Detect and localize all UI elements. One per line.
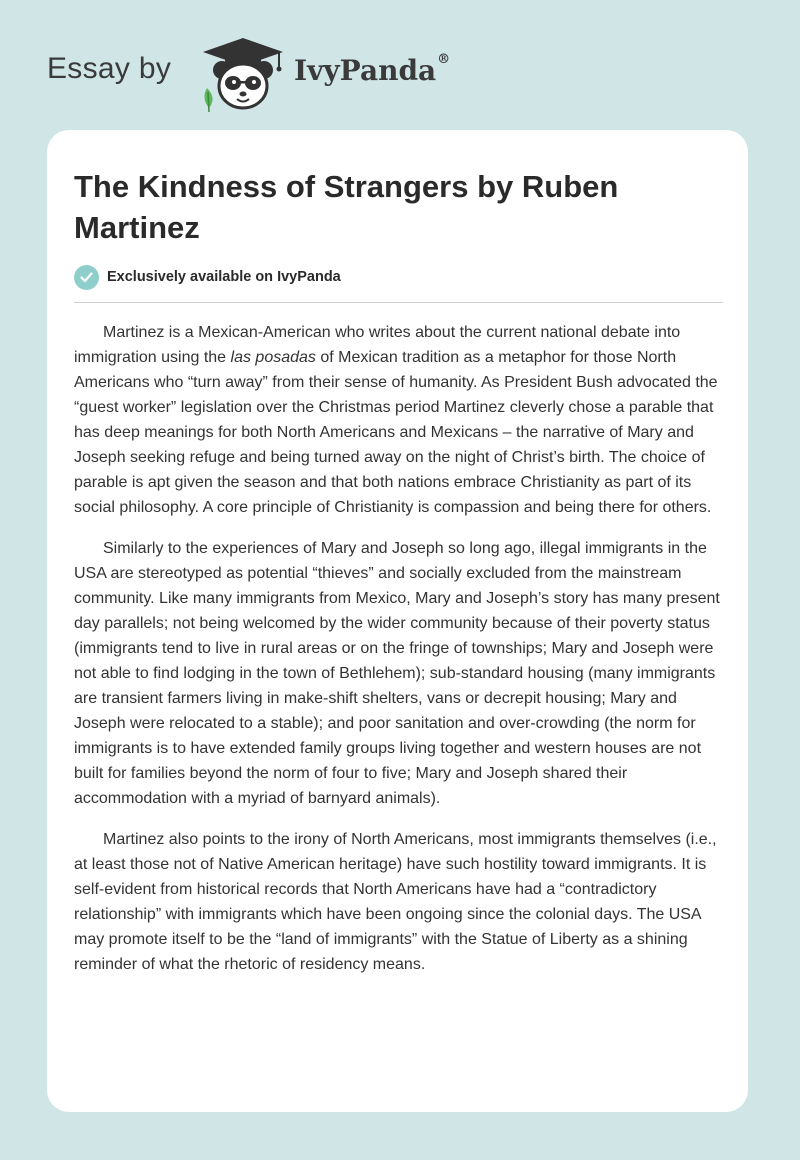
paragraph <box>74 320 725 520</box>
essay-by-label: Essay by <box>47 52 172 85</box>
divider <box>74 302 723 303</box>
exclusive-badge <box>74 264 341 290</box>
brand-name[interactable] <box>294 54 450 87</box>
paragraph-text: of Mexican tradition as a metaphor for those North Americans who “turn away” from their sense of humanity. As President Bush advocated the “guest worker” legislation over the Christmas period Martinez cleverly chose a parable that has deep meanings for both North Americans and Mexicans – the narrative of Mary and Joseph seeking refuge and being turned away on the night of Christ’s birth. The choice of parable is apt given the season and that both nations embrace Christianity as part of its social philosophy. A core principle of Christianity is compassion and being there for others. <box>74 349 718 516</box>
essay-card <box>47 130 748 1112</box>
paragraph: Martinez also points to the irony of North Americans, most immigrants themselves (i.e., at least those not of Native American heritage) have such hostility toward immigrants. It is self-evident from historical records that North Americans have had a “contradictory relationship” with immigrants which have been ongoing since the colonial days. The USA may promote itself to be the “land of immigrants” with the Statue of Liberty as a shining reminder of what the rhetoric of residency means. <box>74 831 717 973</box>
page-title: The Kindness of Strangers by Ruben Martinez <box>74 169 619 245</box>
brand-name-text: IvyPanda <box>294 54 437 87</box>
exclusive-label: Exclusively available on IvyPanda <box>107 269 341 285</box>
site-header <box>47 32 547 112</box>
paragraph-text: Martinez is a Mexican-American who writes about the current national debate into immigration using the <box>74 324 681 366</box>
panda-graduate-logo-icon[interactable] <box>201 36 285 114</box>
registered-mark: ® <box>437 52 451 67</box>
paragraph: Similarly to the experiences of Mary and Joseph so long ago, illegal immigrants in the USA are stereotyped as potential “thieves” and socially excluded from the mainstream community. Like many immigrants from Mexico, Mary and Joseph’s story has many present day parallels; not being welcomed by the wider community because of their poverty status (immigrants tend to live in rural areas or on the fringe of townships; Mary and Joseph were not able to find lodging in the town of Bethlehem); sub-standard housing (many immigrants are transient farmers living in make-shift shelters, vans or decrepit housing; Mary and Joseph were relocated to a stable); and poor sanitation and over-crowding (the norm for immigrants is to have extended family groups living together and western houses are not built for families beyond the norm of four to five; Mary and Joseph shared their accommodation with a myriad of barnyard animals). <box>74 540 720 807</box>
essay-body <box>74 320 725 993</box>
check-circle-icon <box>74 265 99 290</box>
italic-term: las posadas <box>230 349 316 366</box>
